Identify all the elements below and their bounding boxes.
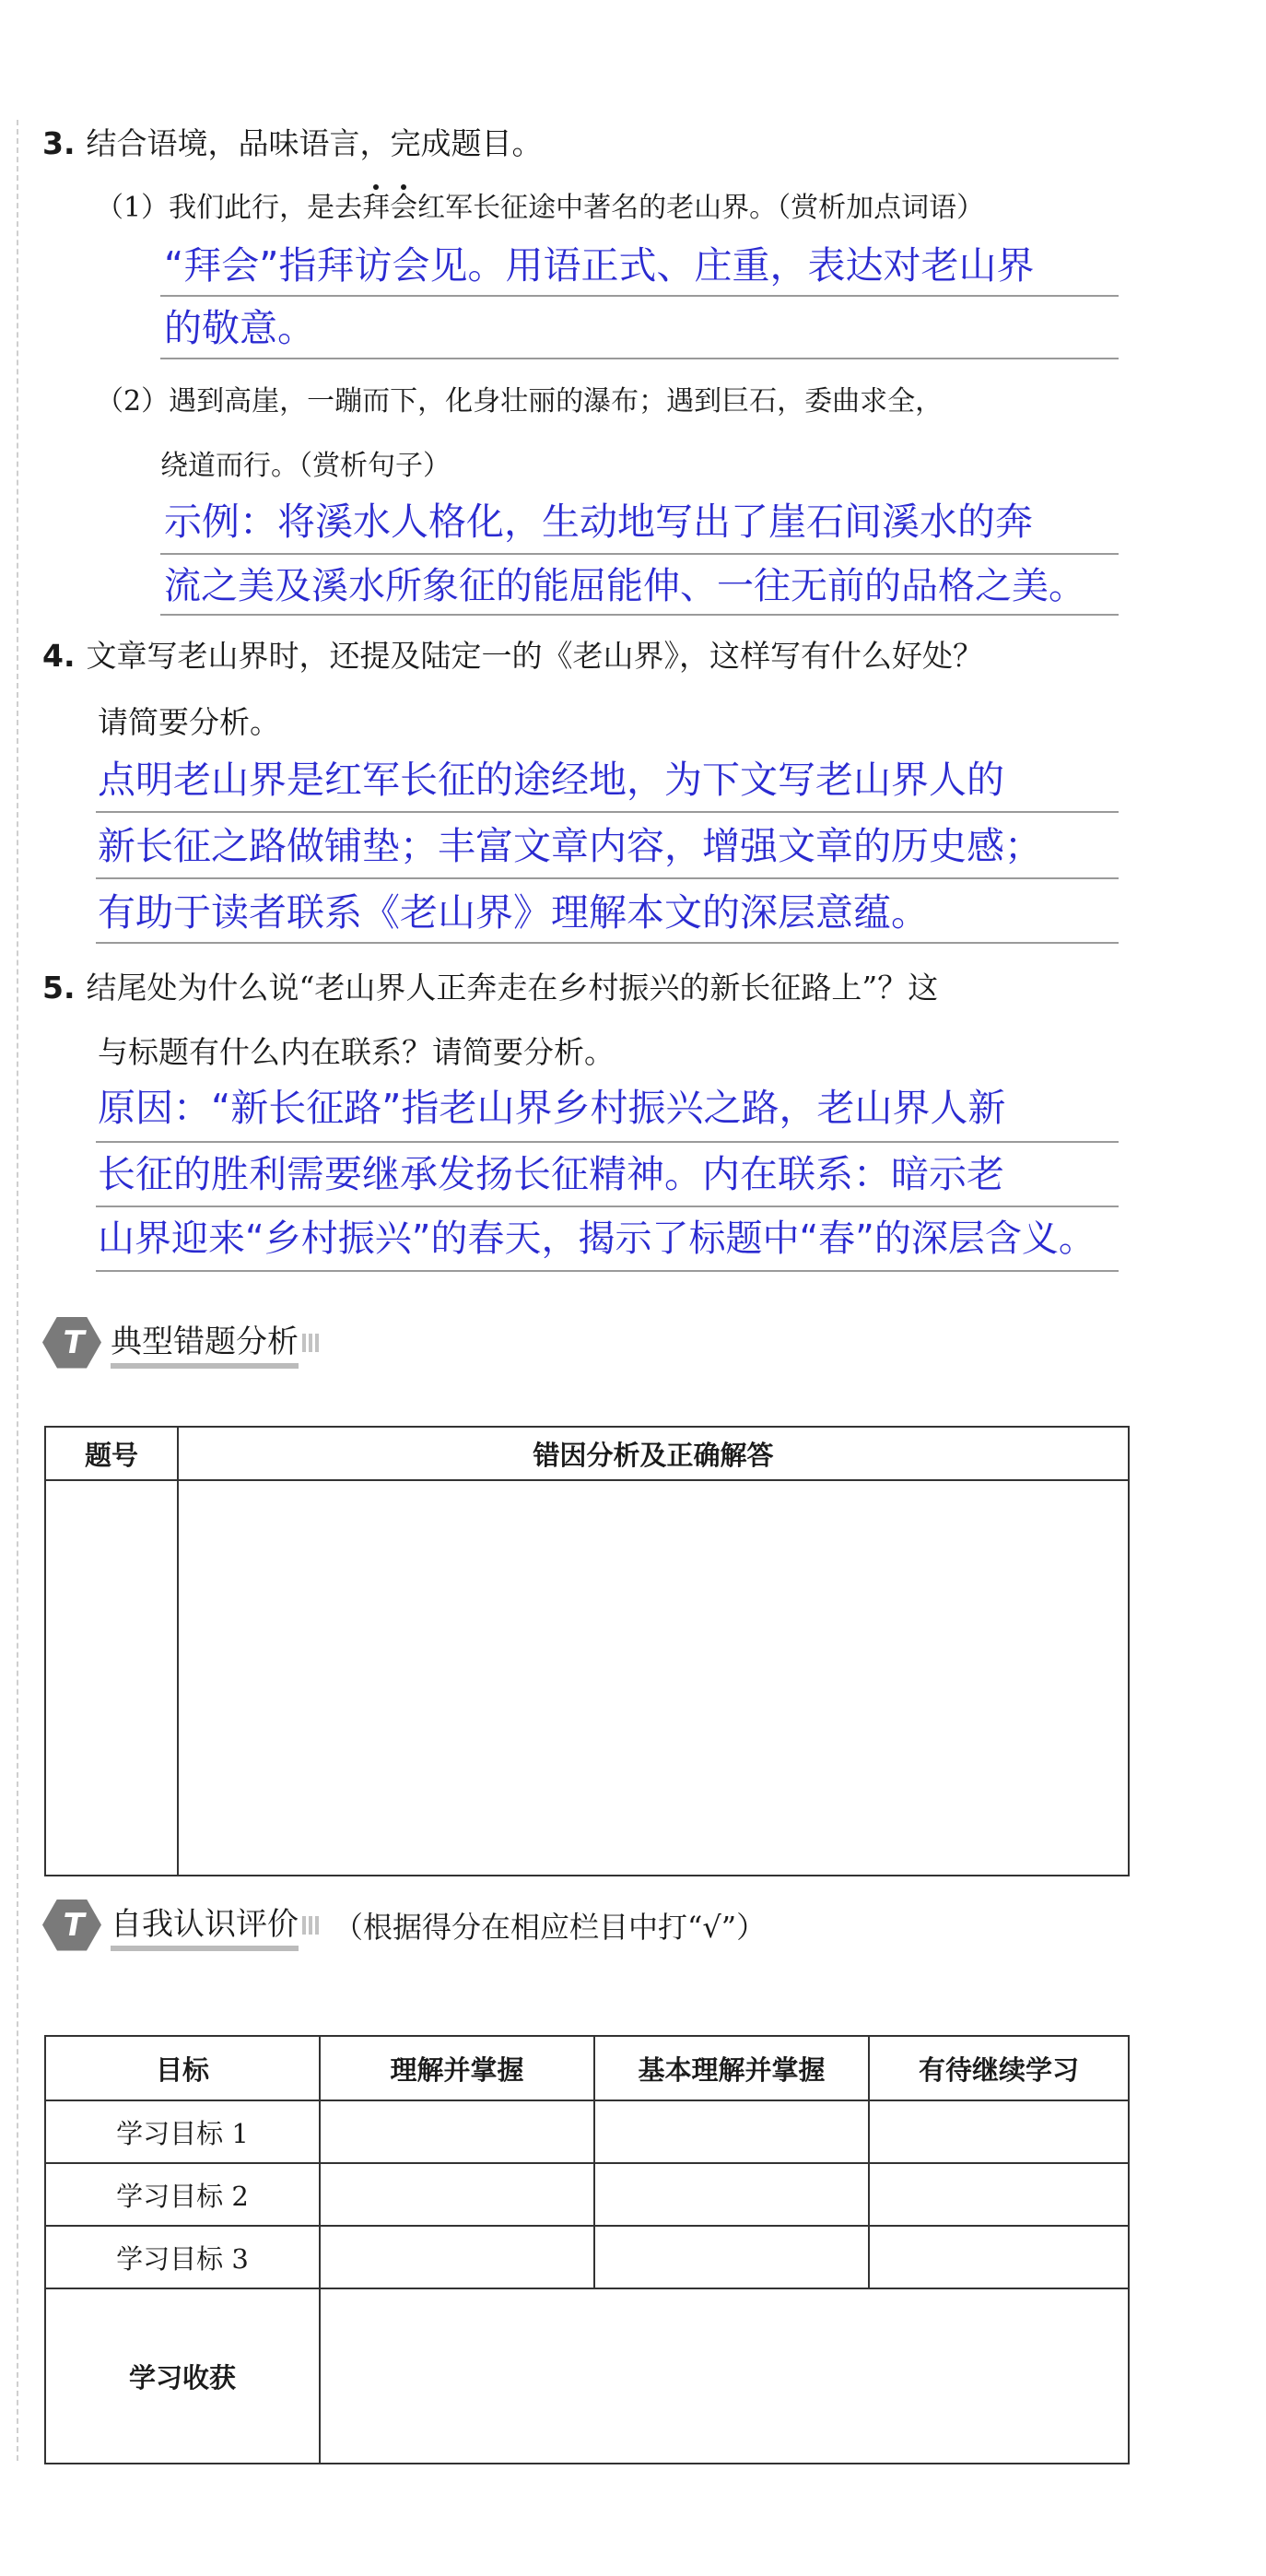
question-4-line-2: 请简要分析。 [98, 704, 280, 740]
section-hexagon-icon: T [42, 1900, 101, 1951]
check-cell[interactable] [594, 2100, 869, 2163]
answer-5-line-3: 山界迎来“乡村振兴”的春天，揭示了标题中“春”的深层含义。 [98, 1217, 1096, 1260]
row-label-goal-2: 学习目标 2 [45, 2163, 320, 2226]
col-header-number: 题号 [45, 1427, 178, 1480]
answer-5-line-2: 长征的胜利需要继承发扬长征精神。内在联系：暗示老 [98, 1152, 1004, 1196]
question-5-line-1 [42, 968, 938, 1008]
harvest-cell[interactable] [320, 2288, 1129, 2464]
question-4-line-1 [42, 636, 983, 676]
question-5-line-2: 与标题有什么内在联系？请简要分析。 [98, 1034, 615, 1070]
question-number: 4. [42, 638, 76, 674]
check-cell[interactable] [594, 2226, 869, 2288]
section-title: 自我认识评价 [111, 1899, 299, 1951]
sub-label: （2） [96, 385, 170, 418]
section-note: （根据得分在相应栏目中打“√”） [334, 1909, 767, 1945]
table-row [45, 2226, 1129, 2288]
table-row [45, 1480, 1129, 1876]
table-header-row [45, 2036, 1129, 2100]
question-number: 5. [42, 970, 76, 1006]
emphasis-char-1: 拜 [362, 192, 391, 224]
col-header-basic: 基本理解并掌握 [594, 2036, 869, 2100]
answer-3-1-line-1: “拜会”指拜访会见。用语正式、庄重，表达对老山界 [164, 243, 1035, 288]
question-text: 结尾处为什么说“老山界人正奔走在乡村振兴的新长征路上”？这 [86, 970, 939, 1006]
question-3-2-line-1 [96, 382, 943, 422]
error-analysis-heading [42, 1316, 321, 1369]
answer-4-line-2: 新长征之路做铺垫；丰富文章内容，增强文章的历史感； [98, 824, 1042, 868]
check-cell[interactable] [869, 2100, 1129, 2163]
section-hexagon-icon: T [42, 1317, 101, 1369]
question-prompt: 结合语境，品味语言，完成题目。 [86, 125, 543, 161]
table-row [45, 2100, 1129, 2163]
question-3-1 [96, 188, 984, 229]
table-row [45, 2163, 1129, 2226]
sub-text: 遇到高崖，一蹦而下，化身壮丽的瀑布；遇到巨石，委曲求全， [169, 385, 944, 418]
decorative-dots-icon [302, 1916, 321, 1935]
col-header-goal: 目标 [45, 2036, 320, 2100]
check-cell[interactable] [320, 2226, 594, 2288]
check-cell[interactable] [320, 2100, 594, 2163]
row-label-goal-3: 学习目标 3 [45, 2226, 320, 2288]
row-label-goal-1: 学习目标 1 [45, 2100, 320, 2163]
answer-4-line-3: 有助于读者联系《老山界》理解本文的深层意蕴。 [98, 890, 929, 935]
check-cell[interactable] [869, 2226, 1129, 2288]
sub-text-after: 红军长征途中著名的老山界。（赏析加点词语） [417, 192, 985, 224]
answer-5-line-1: 原因：“新长征路”指老山界乡村振兴之路，老山界人新 [98, 1086, 1006, 1130]
error-analysis-table [44, 1426, 1130, 1876]
table-header-row [45, 1427, 1129, 1480]
emphasis-char-2: 会 [390, 192, 418, 224]
binding-margin-line [17, 120, 18, 2461]
answer-3-1-line-2: 的敬意。 [164, 306, 315, 350]
answer-4-line-1: 点明老山界是红军长征的途经地，为下文写老山界人的 [98, 758, 1004, 802]
question-text: 文章写老山界时，还提及陆定一的《老山界》，这样写有什么好处？ [86, 638, 983, 674]
answer-3-2-line-1: 示例：将溪水人格化，生动地写出了崖石间溪水的奔 [164, 500, 1033, 544]
col-header-continue: 有待继续学习 [869, 2036, 1129, 2100]
check-cell[interactable] [869, 2163, 1129, 2226]
col-header-mastered: 理解并掌握 [320, 2036, 594, 2100]
table-row [45, 2288, 1129, 2464]
question-number: 3. [42, 125, 76, 161]
table-cell-analysis[interactable] [178, 1480, 1129, 1876]
sub-text-before: 我们此行，是去 [169, 192, 363, 224]
decorative-dots-icon [302, 1334, 321, 1352]
self-eval-table [44, 2035, 1130, 2464]
self-eval-heading [42, 1899, 766, 1951]
row-label-harvest: 学习收获 [45, 2288, 320, 2464]
question-3 [42, 124, 543, 164]
col-header-analysis: 错因分析及正确解答 [178, 1427, 1129, 1480]
sub-label: （1） [96, 192, 170, 224]
check-cell[interactable] [594, 2163, 869, 2226]
table-cell-number[interactable] [45, 1480, 178, 1876]
question-3-2-line-2: 绕道而行。（赏析句子） [160, 450, 451, 482]
check-cell[interactable] [320, 2163, 594, 2226]
answer-3-2-line-2: 流之美及溪水所象征的能屈能伸、一往无前的品格之美。 [164, 565, 1085, 607]
section-title: 典型错题分析 [111, 1316, 299, 1369]
